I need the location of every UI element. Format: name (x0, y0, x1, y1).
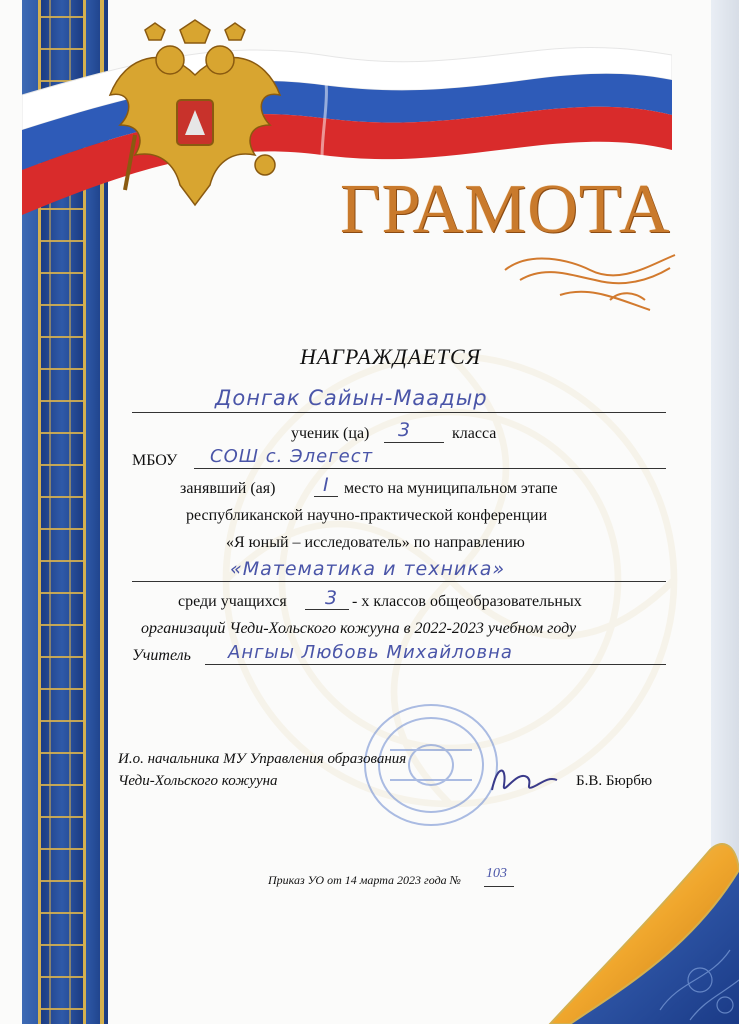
recipient-line (132, 412, 666, 413)
direction-underline (132, 581, 666, 582)
student-label: ученик (ца) (291, 425, 370, 442)
russian-coat-of-arms-icon (105, 15, 285, 215)
signature-icon (482, 755, 562, 805)
teacher-line (205, 664, 666, 665)
among-label: среди учащихся (178, 593, 287, 610)
teacher-name: Ангыы Любовь Михайловна (228, 642, 513, 663)
grade-line (384, 442, 444, 443)
signer-title-2: Чеди-Хольского кожууна (118, 773, 278, 789)
among-grade-line (305, 609, 349, 610)
school-line (194, 468, 666, 469)
class-label: класса (452, 425, 497, 442)
place-text: место на муниципальном этапе (344, 480, 558, 497)
place-line (314, 496, 338, 497)
certificate-title: ГРАМОТА (340, 171, 671, 248)
order-number-line (484, 886, 514, 887)
awarded-label: НАГРАЖДАЕТСЯ (300, 344, 482, 369)
teacher-label: Учитель (132, 647, 191, 664)
direction-line: «Я юный – исследователь» по направлению (226, 534, 525, 551)
place-value: I (323, 474, 330, 496)
school-label: МБОУ (132, 452, 178, 469)
page-curl-corner (540, 830, 739, 1024)
school-name: СОШ с. Элегест (210, 446, 374, 467)
recipient-name: Донгак Сайын-Маадыр (215, 386, 488, 410)
conference-line: республиканской научно-практической конференции (186, 507, 548, 524)
grade-value: 3 (398, 419, 412, 441)
among-grade: 3 (325, 587, 339, 609)
direction-name: «Математика и техника» (230, 558, 506, 580)
orgs-line: организаций Чеди-Хольского кожууна в 2022-2023 учебном году (141, 620, 577, 637)
place-label: занявший (ая) (180, 480, 276, 497)
signer-name: Б.В. Бюрбю (576, 773, 653, 789)
title-flourish (500, 240, 680, 320)
signer-title-1: И.о. начальника МУ Управления образования (118, 751, 407, 767)
order-text: Приказ УО от 14 марта 2023 года № (268, 873, 461, 887)
among-text: - х классов общеобразовательных (352, 593, 582, 610)
order-number: 103 (486, 866, 507, 881)
